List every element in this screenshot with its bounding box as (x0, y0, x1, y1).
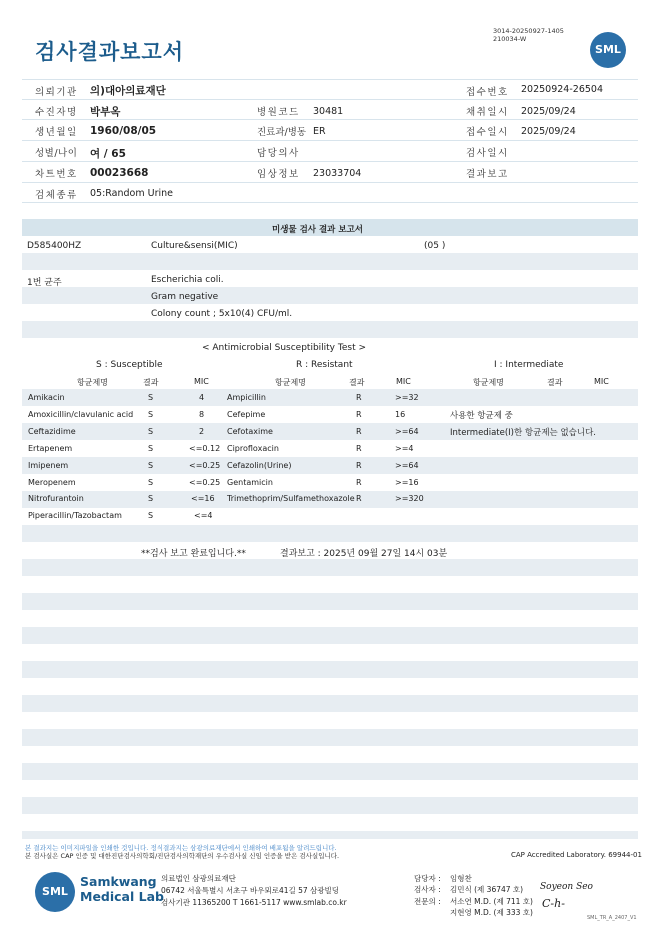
report-complete: **검사 보고 완료입니다.** (141, 549, 246, 559)
table-row-drug: Cefazolin(Urine) (227, 461, 292, 470)
ast-title: < Antimicrobial Susceptibility Test > (202, 343, 366, 353)
manager-name: 임형찬 (450, 874, 472, 883)
department-value: ER (313, 126, 326, 137)
patient-value: 박부옥 (90, 106, 121, 118)
table-row-result: R (356, 444, 362, 453)
table-row-mic: <=16 (191, 494, 215, 503)
table-row-mic: <=4 (194, 511, 213, 520)
table-row-drug: Nitrofurantoin (28, 494, 84, 503)
table-row-drug: Amoxicillin/clavulanic acid (28, 410, 134, 419)
intermediate-note-1: 사용한 항균제 중 (450, 411, 513, 421)
dob-label: 생년월일 (35, 127, 78, 138)
table-row-mic: >=16 (395, 478, 419, 487)
table-row-result: S (148, 410, 154, 419)
lab-name (80, 874, 164, 904)
table-row-result: S (148, 427, 154, 436)
table-row-mic: >=32 (395, 393, 419, 402)
certification-note: 본 검사실은 CAP 인증 및 대한진단검사의학회/진단검사의학재단의 우수검사실 신임 인증을 받은 검사실입니다. (25, 852, 340, 860)
table-row-result: S (148, 461, 154, 470)
table-row-drug: Ceftazidime (28, 427, 76, 436)
tester-label: 검사자 : (414, 885, 441, 894)
col-mic-right: MIC (594, 377, 609, 386)
cap-accreditation: CAP Accredited Laboratory. 69944-01 (511, 851, 642, 859)
table-row-mic: >=64 (395, 427, 419, 436)
table-row-drug: Trimethoprim/Sulfamethoxazole (227, 494, 355, 503)
manager-label: 담당자 : (414, 874, 441, 883)
gram-stain: Gram negative (151, 292, 219, 302)
table-row-mic: <=0.12 (189, 444, 221, 453)
expert-label: 전문의 : (414, 897, 441, 906)
doctor-label: 담당의사 (257, 148, 300, 159)
col-mic-mid: MIC (396, 377, 411, 386)
table-row-result: S (148, 393, 154, 402)
table-row-drug: Ampicillin (227, 393, 266, 402)
test-date-label: 검사일시 (466, 148, 509, 159)
collect-date-label: 채취일시 (466, 107, 509, 118)
sex-age-label: 성별/나이 (35, 148, 78, 159)
institution-value: 의)대아의료재단 (90, 85, 166, 97)
table-row-result: R (356, 494, 362, 503)
table-row-result: R (356, 478, 362, 487)
micro-section-title: 미생물 검사 결과 보고서 (272, 225, 363, 235)
chart-no-label: 차트번호 (35, 169, 78, 180)
table-row-drug: Meropenem (28, 478, 76, 487)
tester-name: 김민식 (제 36747 호) (450, 885, 524, 894)
col-mic-left: MIC (194, 377, 209, 386)
legend-intermediate: I : Intermediate (494, 360, 564, 370)
expert-name-2: 지현영 M.D. (제 333 호) (450, 908, 533, 917)
organism-name: Escherichia coli. (151, 275, 224, 285)
institution-label: 의뢰기관 (35, 87, 78, 98)
lab-name-line1: Samkwang (80, 874, 157, 889)
table-row-drug: Ciprofloxacin (227, 444, 279, 453)
test-code-suffix: (05 ) (424, 241, 446, 251)
table-row-drug: Amikacin (28, 393, 65, 402)
col-drug-mid: 항균제명 (275, 378, 306, 387)
table-row-result: R (356, 410, 362, 419)
receipt-no-value: 20250924-26504 (521, 84, 604, 95)
sex-age-value: 여 / 65 (90, 148, 126, 160)
org-registration: 검사기관 11365200 T 1661-5117 www.smlab.co.kr (161, 898, 347, 907)
expert-name-1: 서소연 M.D. (제 711 호) (450, 897, 533, 906)
receipt-no-label: 접수번호 (466, 87, 509, 98)
document-id (493, 27, 564, 43)
intermediate-note-2: Intermediate(I)한 항균제는 없습니다. (450, 428, 596, 438)
clinical-info-label: 임상정보 (257, 169, 300, 180)
clinical-info-value: 23033704 (313, 168, 362, 179)
table-row-drug: Imipenem (28, 461, 69, 470)
table-row-mic: 8 (199, 410, 205, 419)
document-id-line1: 3014-20250927-1405 (493, 27, 564, 35)
receive-date-label: 접수일시 (466, 127, 509, 138)
col-drug-right: 항균제명 (473, 378, 504, 387)
samkwang-logo-text: SML (42, 885, 68, 898)
department-label: 진료과/병동 (257, 127, 307, 138)
table-row-mic: >=4 (395, 444, 414, 453)
legend-susceptible: S : Susceptible (96, 360, 163, 370)
test-name: Culture&sensi(MIC) (151, 241, 238, 251)
table-row-mic: <=0.25 (189, 478, 221, 487)
table-row-result: S (148, 478, 154, 487)
test-code: D585400HZ (27, 241, 82, 251)
table-row-drug: Piperacillin/Tazobactam (28, 511, 122, 520)
table-row-result: S (148, 511, 154, 520)
lab-name-line2: Medical Lab (80, 889, 164, 904)
table-row-mic: >=64 (395, 461, 419, 470)
form-code: SML_TR_A_2407_V1 (587, 915, 637, 921)
document-id-line2: 210034-W (493, 35, 527, 43)
specimen-label: 검체종류 (35, 190, 78, 201)
report-time: 결과보고 : 2025년 09월 27일 14시 03분 (280, 549, 448, 559)
table-row-result: S (148, 444, 154, 453)
org-address: 06742 서울특별시 서초구 바우뫼로41길 57 삼광빌딩 (161, 886, 340, 895)
signature-seo: Soyeon Seo (540, 882, 593, 892)
result-report-label: 결과보고 (466, 169, 509, 180)
org-name: 의료법인 삼광의료재단 (161, 874, 236, 883)
sml-logo-text: SML (595, 43, 621, 56)
table-row-result: S (148, 494, 154, 503)
table-row-drug: Cefotaxime (227, 427, 273, 436)
col-result-left: 결과 (143, 378, 159, 387)
specimen-value: 05:Random Urine (90, 188, 174, 199)
table-row-mic: 16 (395, 410, 406, 419)
sml-logo (590, 32, 626, 68)
samkwang-logo (35, 872, 75, 912)
dob-value: 1960/08/05 (90, 125, 157, 137)
table-row-mic: 2 (199, 427, 205, 436)
col-result-right: 결과 (547, 378, 563, 387)
table-row-result: R (356, 461, 362, 470)
table-row-drug: Cefepime (227, 410, 266, 419)
table-row-drug: Gentamicin (227, 478, 273, 487)
watermark-notice: 본 결과지는 이미지파일을 인쇄한 것입니다. 정식결과지는 삼광의료재단에서 인쇄하여 배포됨을 알려드립니다. (25, 844, 337, 852)
colony-count: Colony count ; 5x10(4) CFU/ml. (151, 309, 293, 319)
table-row-drug: Ertapenem (28, 444, 73, 453)
hospital-code-value: 30481 (313, 106, 344, 117)
table-row-mic: >=320 (395, 494, 424, 503)
col-drug-left: 항균제명 (77, 378, 108, 387)
legend-resistant: R : Resistant (296, 360, 353, 370)
table-row-result: R (356, 393, 362, 402)
hospital-code-label: 병원코드 (257, 107, 300, 118)
collect-date-value: 2025/09/24 (521, 106, 576, 117)
strain-label: 1번 균주 (27, 278, 62, 288)
table-row-mic: 4 (199, 393, 205, 402)
chart-no-value: 00023668 (90, 167, 149, 179)
page-title: 검사결과보고서 (35, 40, 185, 64)
patient-label: 수진자명 (35, 107, 78, 118)
table-row-mic: <=0.25 (189, 461, 221, 470)
col-result-mid: 결과 (349, 378, 365, 387)
signature-ji: C-h- (542, 897, 565, 910)
table-row-result: R (356, 427, 362, 436)
receive-date-value: 2025/09/24 (521, 126, 576, 137)
